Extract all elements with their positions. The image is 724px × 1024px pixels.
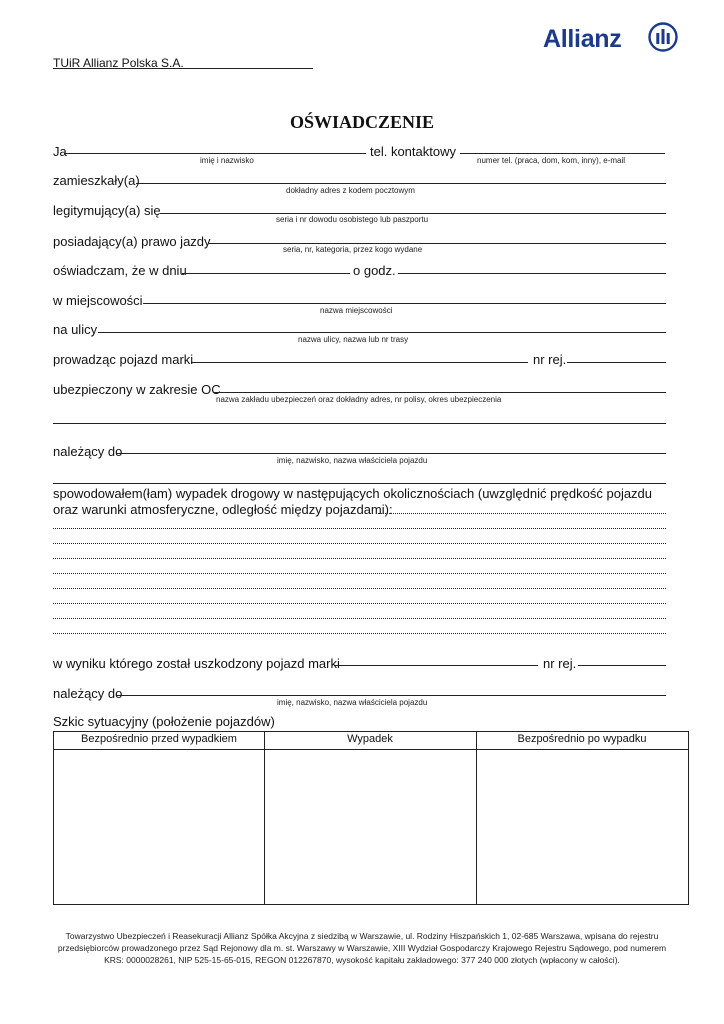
tel-label: tel. kontaktowy bbox=[370, 144, 456, 159]
nalezacy-2-input-line[interactable] bbox=[117, 695, 666, 696]
nalezacy-hint: imię, nazwisko, nazwa właściciela pojazdu bbox=[277, 456, 428, 465]
allianz-logo-icon bbox=[648, 22, 678, 52]
uszkodzony-label: w wyniku którego został uszkodzony pojazd marki bbox=[53, 656, 340, 671]
spowodowalem-line-1: spowodowałem(łam) wypadek drogowy w następujących okolicznościach (uwzględnić prędkość pojazdu bbox=[53, 486, 653, 501]
nalezacy-input-line-2[interactable] bbox=[53, 483, 666, 484]
okolicznosci-dotted-line-8[interactable] bbox=[53, 633, 666, 634]
ulica-input-line[interactable] bbox=[98, 332, 666, 333]
document-title: OŚWIADCZENIE bbox=[289, 112, 435, 132]
okolicznosci-dotted-line-6[interactable] bbox=[53, 603, 666, 604]
okolicznosci-dotted-line-1[interactable] bbox=[53, 528, 666, 529]
tel-input-line[interactable] bbox=[460, 153, 665, 154]
date-input-line[interactable] bbox=[182, 273, 350, 274]
ulica-hint: nazwa ulicy, nazwa lub nr trasy bbox=[298, 335, 409, 344]
nalezacy-label: należący do bbox=[53, 444, 123, 459]
sketch-header-divider bbox=[54, 749, 688, 750]
spowodowalem-line-2: oraz warunki atmosferyczne, odległość między pojazdami): bbox=[53, 502, 393, 517]
nr-rej-2-label: nr rej. bbox=[543, 656, 577, 671]
time-input-line[interactable] bbox=[398, 273, 666, 274]
posiadajacy-hint: seria, nr, kategoria, przez kogo wydane bbox=[283, 245, 423, 254]
ja-hint: imię i nazwisko bbox=[200, 156, 254, 165]
sketch-area-after[interactable] bbox=[478, 751, 687, 903]
nalezacy-input-line[interactable] bbox=[117, 453, 666, 454]
footer-line-1: Towarzystwo Ubezpieczeń i Reasekuracji Allianz Spółka Akcyjna z siedzibą w Warszawie, ul. Rodziny Hiszpańskich 1, 02-685 Warszawa, wpisana do rejestru bbox=[65, 931, 659, 941]
miejscowosc-input-line[interactable] bbox=[143, 303, 666, 304]
zamieszkaly-hint: dokładny adres z kodem pocztowym bbox=[286, 186, 415, 195]
zamieszkaly-label: zamieszkały(a) bbox=[53, 173, 140, 188]
sketch-header-accident: Wypadek bbox=[347, 733, 393, 745]
sketch-label: Szkic sytuacyjny (położenie pojazdów) bbox=[53, 714, 275, 729]
footer-line-2: przedsiębiorców prowadzonego przez Sąd Rejonowy dla m. st. Warszawy w Warszawie, XIII Wydział Gospodarczy Krajowego Rejestru Sądowego, pod numerem bbox=[57, 943, 667, 953]
ja-label: Ja bbox=[53, 144, 67, 159]
nr-rej-label: nr rej. bbox=[533, 352, 567, 367]
oswiadczam-label: oświadczam, że w dniu bbox=[53, 263, 187, 278]
marka-2-input-line[interactable] bbox=[335, 665, 538, 666]
ja-input-line[interactable] bbox=[64, 153, 366, 154]
ubezpieczony-input-line-2[interactable] bbox=[53, 423, 666, 424]
okolicznosci-dotted-line-0[interactable] bbox=[378, 513, 666, 514]
company-underline bbox=[53, 68, 313, 69]
okolicznosci-dotted-line-5[interactable] bbox=[53, 588, 666, 589]
nalezacy-2-hint: imię, nazwisko, nazwa właściciela pojazdu bbox=[277, 698, 428, 707]
miejscowosc-hint: nazwa miejscowości bbox=[320, 306, 393, 315]
okolicznosci-dotted-line-3[interactable] bbox=[53, 558, 666, 559]
ubezpieczony-input-line[interactable] bbox=[213, 392, 666, 393]
godz-label: o godz. bbox=[353, 263, 396, 278]
footer-line-3: KRS: 0000028261, NIP 525-15-65-015, REGON 012267870, wysokość kapitału zakładowego: 377 240 000 złotych (wpłacony w całości). bbox=[104, 955, 620, 965]
miejscowosc-label: w miejscowości bbox=[53, 293, 143, 308]
sketch-header-before: Bezpośrednio przed wypadkiem bbox=[81, 733, 237, 745]
company-name: TUiR Allianz Polska S.A. bbox=[53, 56, 184, 70]
sketch-column-divider-1 bbox=[264, 732, 265, 904]
sketch-column-divider-2 bbox=[476, 732, 477, 904]
tel-hint: numer tel. (praca, dom, kom, inny), e-mail bbox=[477, 156, 626, 165]
prowadzac-label: prowadząc pojazd marki bbox=[53, 352, 194, 367]
okolicznosci-dotted-line-7[interactable] bbox=[53, 618, 666, 619]
brand-wordmark: Allianz bbox=[543, 25, 622, 53]
nr-rej-2-input-line[interactable] bbox=[578, 665, 666, 666]
posiadajacy-input-line[interactable] bbox=[208, 243, 666, 244]
ulica-label: na ulicy bbox=[53, 322, 98, 337]
legitymujacy-input-line[interactable] bbox=[160, 213, 666, 214]
footer-legal-text bbox=[40, 930, 684, 966]
legitymujacy-label: legitymujący(a) się bbox=[53, 203, 161, 218]
sketch-table bbox=[53, 731, 689, 905]
zamieszkaly-input-line[interactable] bbox=[136, 183, 666, 184]
sketch-area-before[interactable] bbox=[55, 751, 263, 903]
nalezacy-2-label: należący do bbox=[53, 686, 123, 701]
legitymujacy-hint: seria i nr dowodu osobistego lub paszportu bbox=[276, 215, 429, 224]
sketch-header-after: Bezpośrednio po wypadku bbox=[517, 733, 647, 745]
ubezpieczony-label: ubezpieczony w zakresie OC bbox=[53, 382, 221, 397]
okolicznosci-dotted-line-2[interactable] bbox=[53, 543, 666, 544]
posiadajacy-label: posiadający(a) prawo jazdy bbox=[53, 234, 211, 249]
ubezpieczony-hint: nazwa zakładu ubezpieczeń oraz dokładny adres, nr polisy, okres ubezpieczenia bbox=[216, 395, 502, 404]
okolicznosci-dotted-line-4[interactable] bbox=[53, 573, 666, 574]
nr-rej-input-line[interactable] bbox=[567, 362, 666, 363]
sketch-area-accident[interactable] bbox=[266, 751, 475, 903]
marka-input-line[interactable] bbox=[191, 362, 528, 363]
